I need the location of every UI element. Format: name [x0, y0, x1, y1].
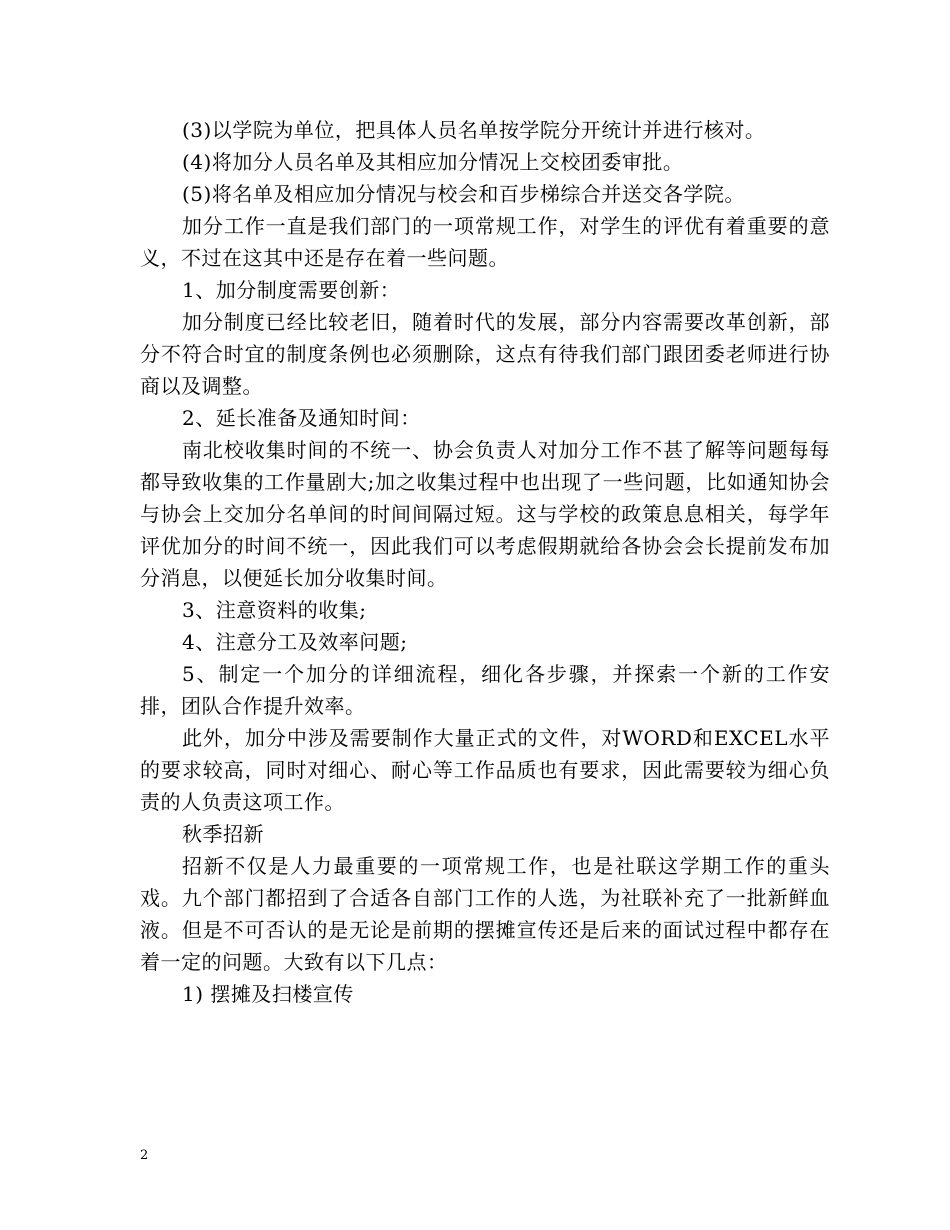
section-heading-autumn-recruitment: 秋季招新: [182, 822, 264, 846]
paragraph-point-2: 南北校收集时间的不统一、协会负责人对加分工作不甚了解等问题每每都导致收集的工作量剧大;加之收集过程中也出现了一些问题，比如通知协会与协会上交加分名单间的时间间隔过短。这与学校的政策息息相关，每学年评优加分的时间不统一，因此我们可以考虑假期就给各协会会长提前发布加分消息，以便延长加分收集时间。: [140, 438, 830, 590]
paragraph-intro-problems: 加分工作一直是我们部门的一项常规工作，对学生的评优有着重要的意义，不过在这其中还是存在着一些问题。: [140, 214, 830, 270]
page-number: 2: [140, 1148, 149, 1163]
list-item-step-3: (3)以学院为单位，把具体人员名单按学院分开统计并进行核对。: [182, 118, 766, 142]
heading-point-3: 3、注意资料的收集;: [182, 598, 367, 622]
paragraph-additional-notes: 此外，加分中涉及需要制作大量正式的文件，对WORD和EXCEL水平的要求较高，同时对细心、耐心等工作品质也有要求，因此需要较为细心负责的人负责这项工作。: [140, 726, 830, 814]
heading-point-1: 1、加分制度需要创新：: [182, 278, 401, 302]
document-body: [140, 114, 830, 1010]
heading-point-2: 2、延长准备及通知时间：: [182, 406, 421, 430]
paragraph-recruitment-summary: 招新不仅是人力最重要的一项常规工作，也是社联这学期工作的重头戏。九个部门都招到了合适各自部门工作的人选，为社联补充了一批新鲜血液。但是不可否认的是无论是前期的摆摊宣传还是后来的面试过程中都存在着一定的问题。大致有以下几点：: [140, 854, 830, 974]
paragraph-point-5: 5、制定一个加分的详细流程，细化各步骤，并探索一个新的工作安排，团队合作提升效率。: [140, 662, 830, 718]
list-item-step-4: (4)将加分人员名单及其相应加分情况上交校团委审批。: [182, 150, 684, 174]
list-item-step-5: (5)将名单及相应加分情况与校会和百步梯综合并送交各学院。: [182, 182, 745, 206]
subheading-booth-promotion: 1) 摆摊及扫楼宣传: [182, 982, 354, 1006]
paragraph-point-1: 加分制度已经比较老旧，随着时代的发展，部分内容需要改革创新，部分不符合时宜的制度条例也必须删除，这点有待我们部门跟团委老师进行协商以及调整。: [140, 310, 830, 398]
heading-point-4: 4、注意分工及效率问题;: [182, 630, 408, 654]
